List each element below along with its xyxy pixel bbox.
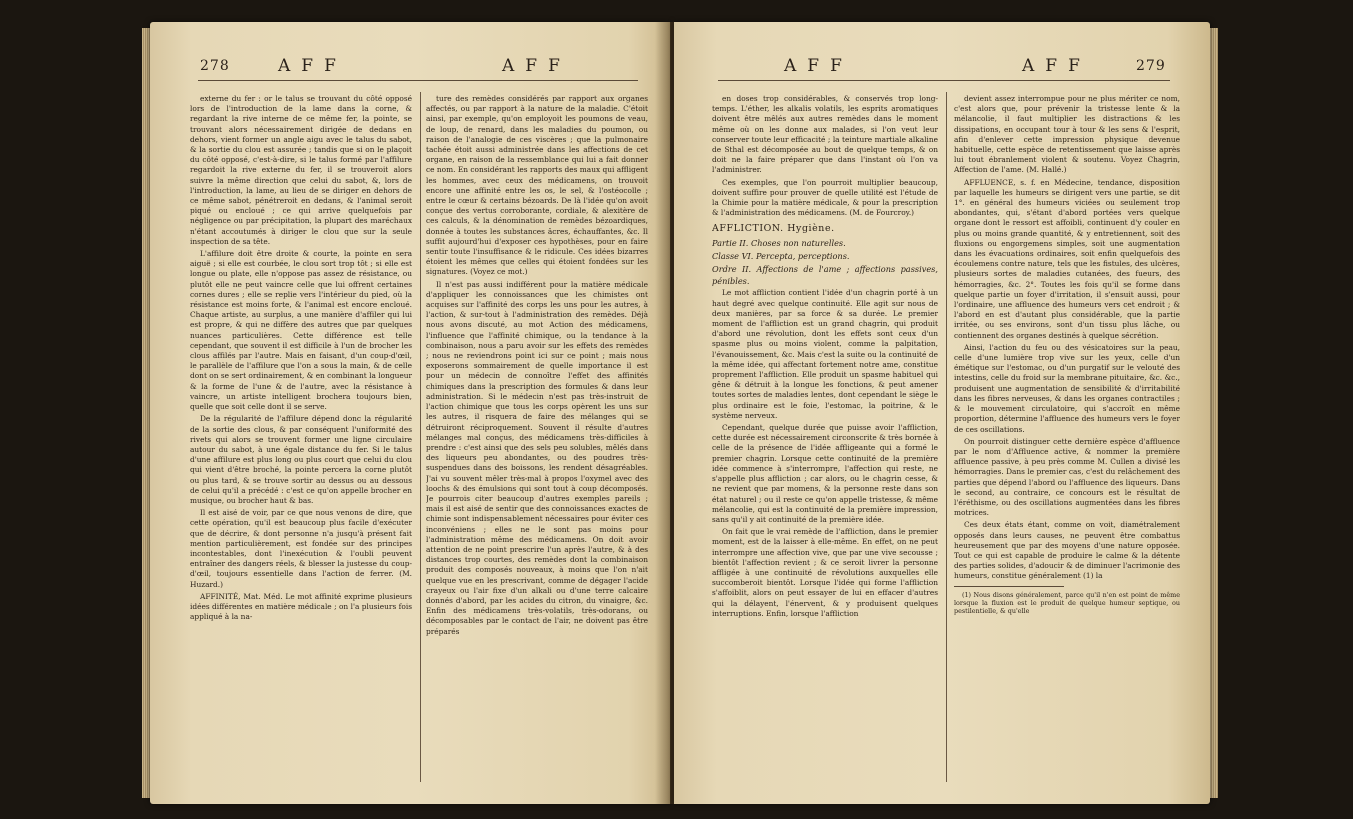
- paragraph: externe du fer : or le talus se trouvant du côté opposé lors de l'introduction de la lame dans la corne, & regardant la rive interne de ce même fer, la pointe, se trouvant alors nécessairement dirigée de dedans en dehors, vient former un angle aigu avec le talus du sabot, & la sortie du clou est assurée ; tandis que si on le plaçoit du côté opposé, c'est-à-dire, si le talus formé par l'affilure regardoit la rive externe du fer, il se trouveroit alors suivre la même direction que celui du sabot, &, lors de l'introduction, la lame, au lieu de se diriger en dehors de ce même sabot, pénétreroit en dedans, & l'animal seroit piqué ou encloué ; ce qui arrive quelquefois par négligence ou par précipitation, la plupart des maréchaux n'étant accoutumés à diriger le clou que sur la seule inspection de sa tête.: [190, 94, 412, 246]
- left-column-2: [426, 94, 648, 784]
- footnote: (1) Nous disons généralement, parce qu'il n'en est point de même lorsque la fluxion est le produit de quelque humeur septique, ou pestilentielle, & qu'elle: [954, 590, 1180, 616]
- affliction-part: Partie II. Choses non naturelles.: [712, 238, 846, 249]
- left-page: [150, 22, 670, 804]
- affliction-ordre: Ordre II. Affections de l'ame ; affections passives, pénibles.: [712, 264, 938, 287]
- left-page-corner: [190, 36, 228, 54]
- paragraph: Ces exemples, que l'on pourroit multiplier beaucoup, doivent suffire pour prouver de quelle utilité est l'étude de la Chimie pour la matière médicale, & pour la prescription & l'administration des médicamens. (M. de Fourcroy.): [712, 177, 938, 218]
- paragraph: On pourroit distinguer cette dernière espèce d'affluence par le nom d'Affluence active, & nommer la première affluence passive, à peu près comme M. Cullen a divisé les hémorragies. Dans le premier cas, c'est du relâchement des parties que dépend l'abord ou l'affluence des liqueurs. Dans le second, au contraire, ce concours est le résultat de l'éréthisme, ou des oscillations augmentées dans les fibres motrices.: [954, 436, 1180, 518]
- paragraph: Le mot affliction contient l'idée d'un chagrin porté à un haut degré avec quelque continuité. Elle agit sur nous de deux manières, par sa force & sa durée. Le premier moment de l'affliction est un grand chagrin, qui produit d'abord une révolution, dont les effets sont ceux d'un spasme plus ou moins violent, comme la palpitation, l'évanouissement, &c. Mais c'est la suite ou la continuité de la même idée, qui affectant fortement notre ame, constitue proprement l'affliction. Elle produit un spasme habituel qui gêne & détruit à la longue les fonctions, & peut amener toutes sortes de maladies lentes, dont cependant le siège le plus ordinaire est le foie, l'estomac, la poitrine, & le système nerveux.: [712, 288, 938, 420]
- paragraph: De la régularité de l'affilure dépend donc la régularité de la sortie des clous, & par conséquent l'uniformité des rivets qui alors se trouvent former une ligne circulaire autour du sabot, à une égale distance du fer. Si le talus d'une affilure est plus long ou plus court que celui du clou qui vient d'être broché, la pointe percera la corne plutôt ou plus tard, & se trouve sortir au dessus ou au dessous de celui qu'il a précédé : c'est ce qu'on appelle brocher en musique, ou brocher haut & bas.: [190, 414, 412, 505]
- affliction-classe: Classe VI. Percepta, perceptions.: [712, 251, 850, 262]
- right-headword-1: AFF: [784, 56, 853, 76]
- entry-affluence: AFFLUENCE, s. f. en Médecine, tendance, disposition par laquelle les humeurs se dirigent vers une partie, se dit 1°. en général des humeurs viciées ou seulement trop abondantes, qui, s'étant d'abord portées vers quelque organe dont le ressort est affoibli, continuent d'y couler en plus ou moins grande quantité, & y entretiennent, soit des fluxions ou engorgemens simples, soit une augmentation dans les évacuations ordinaires, soit enfin quelquefois des écoulemens contre nature, tels que les fistules, des ulcères, plusieurs sortes de maladies cutanées, des fueurs, des hémorragies, &c. 2°. Toutes les fois qu'il se forme dans quelque partie un foyer d'irritation, il s'ensuit aussi, pour l'ordinaire, une affluence des humeurs vers cet endroit ; & l'abord en est d'autant plus considérable, que la partie irritée, ou ses environs, sont d'un tissu plus lâche, ou contiennent des organes destinés à quelque sécrétion.: [954, 177, 1180, 340]
- paragraph: Il est aisé de voir, par ce que nous venons de dire, que cette opération, qu'il est beaucoup plus facile d'exécuter que de décrire, & dont personne n'a jusqu'à présent fait mention particulièrement, est fondée sur des principes incontestables, dont l'inexécution & l'oubli peuvent entraîner des dangers réels, & blesser la justesse du coup-d'œil, toujours essentielle dans l'action de ferrer. (M. Huzard.): [190, 508, 412, 589]
- open-book: [150, 22, 1210, 804]
- left-running-head: [150, 56, 670, 78]
- right-running-head: [674, 56, 1210, 78]
- paragraph: L'affilure doit être droite & courte, la pointe en sera aiguë ; si elle est courbée, le clou sort trop tôt ; si elle est longue ou plate, elle n'oppose pas assez de résistance, ou plutôt elle ne peut vaincre celle que lui offrent certaines cornes dures ; elle se replie vers l'intérieur du pied, où la résistance est moins forte, & l'animal est encore encloué. Chaque artiste, au surplus, a une manière d'affiler qui lui est propre, & qui ne diffère des autres que par quelques nuances particulières. Cette différence est telle cependant, que souvent il est difficile à l'un de brocher les clous affilés par l'autre. Mais en faisant, d'un coup-d'œil, le parallèle de l'affilure que l'on a sous la main, & de celle dont on se sert ordinairement, & en combinant la longueur & la forme de l'une & de l'autre, avec la résistance à vaincre, un artiste intelligent brochera toujours bien, quelle que soit celle dont il se serve.: [190, 249, 412, 412]
- right-column-1: [712, 94, 938, 784]
- right-headword-2: AFF: [1022, 56, 1091, 76]
- left-headword-2: AFF: [502, 56, 571, 76]
- entry-affinite: AFFINITÉ, Mat. Méd. Le mot affinité exprime plusieurs idées différentes en matière médicale ; on l'a plusieurs fois appliqué à la na-: [190, 591, 412, 622]
- affliction-heading: AFFLICTION. Hygiène.: [712, 223, 835, 235]
- paragraph: Ces deux états étant, comme on voit, diamétralement opposés dans leurs causes, ne peuvent être combattus heureusement que par des moyens d'une nature opposée. Tout ce qui est capable de produire le calme & la détente des parties solides, d'adoucir & de diminuer l'acrimonie des humeurs, constitue généralement (1) la: [954, 520, 1180, 581]
- left-page-edges: [142, 28, 150, 798]
- footnote-rule: [954, 586, 1064, 587]
- right-page-edges: [1210, 28, 1218, 798]
- left-column-1: [190, 94, 412, 784]
- left-head-rule: [198, 80, 638, 81]
- paragraph: en doses trop considérables, & conservés trop long-temps. L'éther, les alkalis volatils, les esprits aromatiques doivent être mêlés aux autres remèdes dans le moment même où on les donne aux malades, si l'on veut leur conserver toute leur efficacité ; la teinture martiale alkaline de Sthal est décomposée au bout de quelque temps, & on doit ne la faire préparer que dans l'instant où l'on va l'administrer.: [712, 94, 938, 175]
- paragraph: devient assez interrompue pour ne plus mériter ce nom, c'est alors que, pour prévenir la tristesse lente & la mélancolie, il faut multiplier les distractions & les dissipations, en occupant tour à tour & les sens & l'esprit, afin d'enlever cette impression physique devenue habituelle, cette espèce de retentissement que laisse après lui tout ébranlement violent & soutenu. Voyez Chagrin, Affection de l'ame. (M. Hallé.): [954, 94, 1180, 175]
- paragraph: Ainsi, l'action du feu ou des vésicatoires sur la peau, celle d'une lumière trop vive sur les yeux, celle d'un émétique sur l'estomac, ou d'un purgatif sur le velouté des intestins, celle du froid sur la membrane pituitaire, &c. &c., produisent une augmentation de sensibilité & d'irritabilité dans les fibres nerveuses, & dans les organes contractiles ; & le mouvement circulatoire, qui s'accroît en même proportion, détermine l'affluence des humeurs vers le foyer de ces oscillations.: [954, 342, 1180, 434]
- right-folio: 279: [1136, 58, 1166, 74]
- paragraph: ture des remèdes considérés par rapport aux organes affectés, ou par rapport à la nature de la maladie. C'étoit ainsi, par exemple, qu'on employoit les poumons de veau, de loup, de renard, dans les maladies du poumon, ou raison de l'analogie de ces viscères ; que la pulmonaire tachée étoit aussi administrée dans les affections de cet organe, en raison de la ressemblance qui lui a fait donner ce nom. En considérant les rapports des maux qui affligent les hommes, avec ceux des médicamens, on trouvoit encore une affinité entre les os, le sel, & l'ostéocolle ; entre le cœur & certains bézoards. De là l'idée qu'on avoit conçue des vertus corroborante, cordiale, & alexitère de ces calculs, & la dénomination de remèdes bézoardiques, donnée à toutes les substances âcres, échauffantes, &c. Il suffit aujourd'hui d'exposer ces hypothèses, pour en faire sentir toute l'insuffisance & le ridicule. Ces idées bizarres étoient les mêmes que celles qui étoient fondées sur les signatures. (Voyez ce mot.): [426, 94, 648, 277]
- paragraph: On fait que le vrai remède de l'affliction, dans le premier moment, est de la laisser à elle-même. En effet, on ne peut interrompre une affection vive, que par une vive secousse ; bientôt l'affection revient ; & ce seroit livrer la personne affligée à une continuité de révolutions auxquelles elle succomberoit bientôt. Lorsque l'idée qui forme l'affliction s'affoiblit, alors on peut essayer de lui en effacer d'autres qui la délayent, l'énervent, & y produisent quelques interruptions. Enfin, lorsque l'affliction: [712, 527, 938, 618]
- right-column-divider: [946, 92, 947, 782]
- left-headword-1: AFF: [278, 56, 347, 76]
- right-page: [674, 22, 1210, 804]
- left-column-divider: [420, 92, 421, 782]
- paragraph: Cependant, quelque durée que puisse avoir l'affliction, cette durée est nécessairement circonscrite & très bornée à celle de la présence de l'idée affligeante qui a formé le premier chagrin. Lorsque cette continuité de la première idée commence à s'interrompre, l'affection qui reste, ne s'appelle plus affliction ; car alors, ou le chagrin cesse, & ne revient que par momens, & la personne reste dans son état naturel ; ou il reste ce qu'on appelle tristesse, & même mélancolie, qui est la continuité de la première impression, sans qu'il y ait continuité de la première idée.: [712, 423, 938, 524]
- left-folio: 278: [200, 58, 230, 74]
- right-column-2: [954, 94, 1180, 784]
- paragraph: Il n'est pas aussi indifférent pour la matière médicale d'appliquer les connoissances que les chimistes ont acquises sur l'affinité des corps les uns pour les autres, à l'action, & sur-tout à l'administration des remèdes. Déjà nous avons discuté, au mot Action des médicamens, l'influence que l'affinité chimique, ou la tendance à la combinaison, nous a paru avoir sur les effets des remèdes ; nous ne reviendrons point ici sur ce point ; mais nous exposerons sommairement de quelle importance il est pour un médecin de connoître l'effet des affinités chimiques dans la prescription des formules & dans leur administration. Si le médecin n'est pas très-instruit de l'action chimique que tous les corps opèrent les uns sur les autres, il risquera de faire des mélanges qui se détruiront réciproquement. Souvent il résulte d'autres mélanges mal conçus, des médicamens très-difficiles à prendre : c'est ainsi que des sels peu solubles, mêlés dans des liqueurs peu abondantes, ou des poudres très-suspendues dans des boissons, les rendent désagréables. J'ai vu souvent mêler très-mal à propos l'oxymel avec des loochs & des émulsions qui sont tout à coup décomposés. Je pourrois citer beaucoup d'autres exemples pareils ; mais il est aisé de sentir que des connoissances exactes de chimie sont indispensablement nécessaires pour éviter ces inconvéniens ; elles ne le sont pas moins pour l'administration même des médicamens. On doit avoir attention de ne point prescrire l'un après l'autre, & à des distances trop courtes, des remèdes dont la combinaison produit des composés nouveaux, à moins que l'on n'ait quelque vue en les prescrivant, comme de dégager l'acide crayeux ou l'air fixe d'un alkali ou d'une terre calcaire donnés d'abord, par les acides du citron, du vinaigre, &c. Enfin des médicamens très-volatils, très-odorans, ou décomposables par le contact de l'air, ne doivent pas être préparés: [426, 279, 648, 636]
- right-head-rule: [718, 80, 1170, 81]
